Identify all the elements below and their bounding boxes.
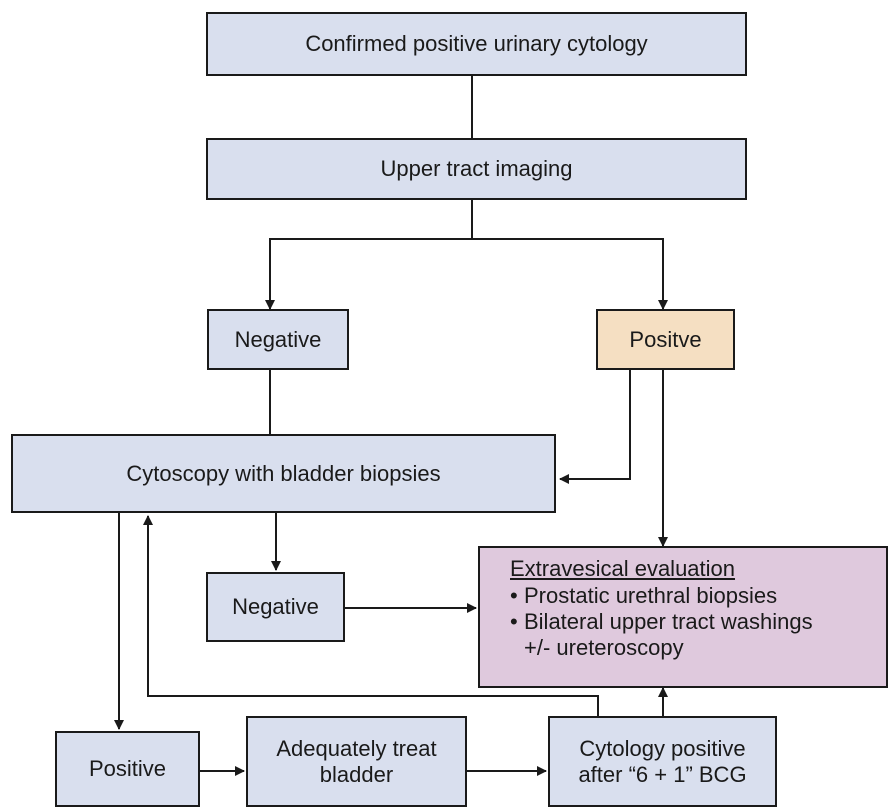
adequately-treat-bladder-box: [246, 716, 467, 807]
bcg-line-1: Cytology positive: [579, 735, 746, 761]
cystoscopy-label: Cytoscopy with bladder biopsies: [126, 460, 441, 486]
imaging-negative-label: Negative: [234, 326, 322, 352]
cytology-positive-after-bcg-box: [548, 716, 777, 807]
extravesical-item: [510, 583, 886, 609]
extravesical-item-continuation: +/- ureteroscopy: [524, 634, 684, 660]
upper-tract-imaging-label: Upper tract imaging: [380, 156, 573, 182]
confirmed-positive-cytology-label: Confirmed positive urinary cytology: [305, 31, 648, 57]
treat-line-2: bladder: [319, 761, 394, 787]
imaging-negative-box: [207, 309, 349, 370]
bullet-icon: •: [510, 608, 518, 634]
treat-line-1: Adequately treat: [276, 735, 437, 761]
extravesical-item-text: Prostatic urethral biopsies: [524, 582, 778, 608]
cystoscopy-box: [11, 434, 556, 513]
imaging-positive-label: Positve: [629, 326, 702, 352]
upper-tract-imaging-box: [206, 138, 747, 200]
cystoscopy-negative-label: Negative: [232, 594, 319, 620]
bullet-icon: •: [510, 582, 518, 608]
cystoscopy-positive-box: [55, 731, 200, 807]
bcg-line-2: after “6 + 1” BCG: [578, 761, 747, 787]
extravesical-item-text: Bilateral upper tract washings: [524, 608, 813, 634]
extravesical-evaluation-box: [478, 546, 888, 688]
confirmed-positive-cytology-box: [206, 12, 747, 76]
connector-imaging-to-positive: [472, 239, 663, 309]
imaging-positive-box: [596, 309, 735, 370]
extravesical-item: [510, 609, 886, 635]
connector-positive-to-cystoscopy: [560, 370, 630, 479]
cystoscopy-positive-label: Positive: [88, 756, 167, 782]
extravesical-title: Extravesical evaluation: [510, 556, 736, 581]
cystoscopy-negative-box: [206, 572, 345, 642]
connector-imaging-split: [270, 200, 472, 309]
